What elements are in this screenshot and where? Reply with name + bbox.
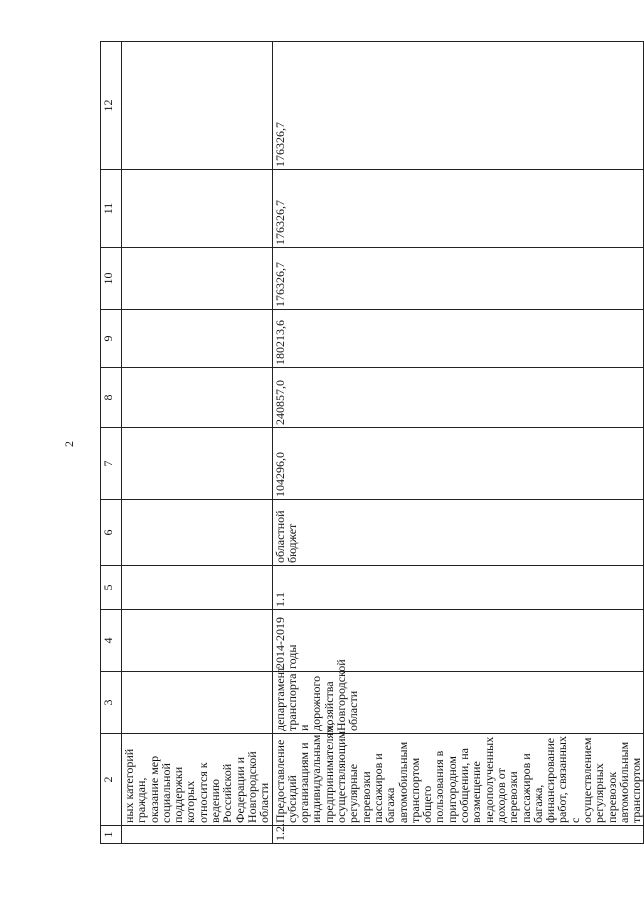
- executor-cell: департамент транспорта и дорожного хозяйства Новгородской области: [272, 672, 644, 734]
- amount-cell: 240857,0: [272, 368, 644, 428]
- row-number-cell: 1.2.: [272, 826, 644, 844]
- amount-cell: 176326,7: [272, 42, 644, 170]
- header-cell: 12: [101, 42, 122, 170]
- amount-cell: [122, 310, 273, 368]
- amount-cell: [122, 428, 273, 500]
- header-cell: 8: [101, 368, 122, 428]
- period-cell: [122, 610, 273, 672]
- table-row: [122, 42, 273, 844]
- amount-cell: [122, 248, 273, 310]
- target-indicator-cell: [122, 566, 273, 610]
- header-cell: 1: [101, 826, 122, 844]
- header-cell: 10: [101, 248, 122, 310]
- header-cell: 4: [101, 610, 122, 672]
- amount-cell: 180213,6: [272, 310, 644, 368]
- header-cell: 3: [101, 672, 122, 734]
- header-cell: 9: [101, 310, 122, 368]
- amount-cell: [122, 42, 273, 170]
- period-cell: 2014-2019 годы: [272, 610, 644, 672]
- amount-cell: 176326,7: [272, 248, 644, 310]
- table-row: [272, 42, 644, 844]
- row-number-cell: [122, 826, 273, 844]
- header-cell: 2: [101, 734, 122, 826]
- header-row: [101, 42, 122, 844]
- program-measures-table: [100, 41, 644, 844]
- measure-name-cell: Предоставление субсидий организациям и индивидуальным предпринимателям, осуществляющим регулярные перевозки пассажиров и багажа автомобильным транспортом общего пользования в пригородном сообщении, на возмещение недополученных доходов от перевозки пассажиров и багажа, финансирование работ, связанных с осуществлением регулярных перевозок автомобильным транспортом: [272, 734, 644, 826]
- amount-cell: [122, 170, 273, 248]
- header-cell: 7: [101, 428, 122, 500]
- measure-name-cell: ных категорий граждан, оказание мер социальной поддержки которых относится к ведению Российской Федерации и Новгородской области: [122, 734, 273, 826]
- funding-source-cell: [122, 500, 273, 566]
- funding-source-cell: областной бюджет: [272, 500, 644, 566]
- target-indicator-cell: 1.1: [272, 566, 644, 610]
- amount-cell: 104296,0: [272, 428, 644, 500]
- header-cell: 5: [101, 566, 122, 610]
- document-table-container: [100, 42, 644, 844]
- header-cell: 6: [101, 500, 122, 566]
- amount-cell: [122, 368, 273, 428]
- amount-cell: 176326,7: [272, 170, 644, 248]
- header-cell: 11: [101, 170, 122, 248]
- page-number: 2: [62, 441, 76, 447]
- executor-cell: [122, 672, 273, 734]
